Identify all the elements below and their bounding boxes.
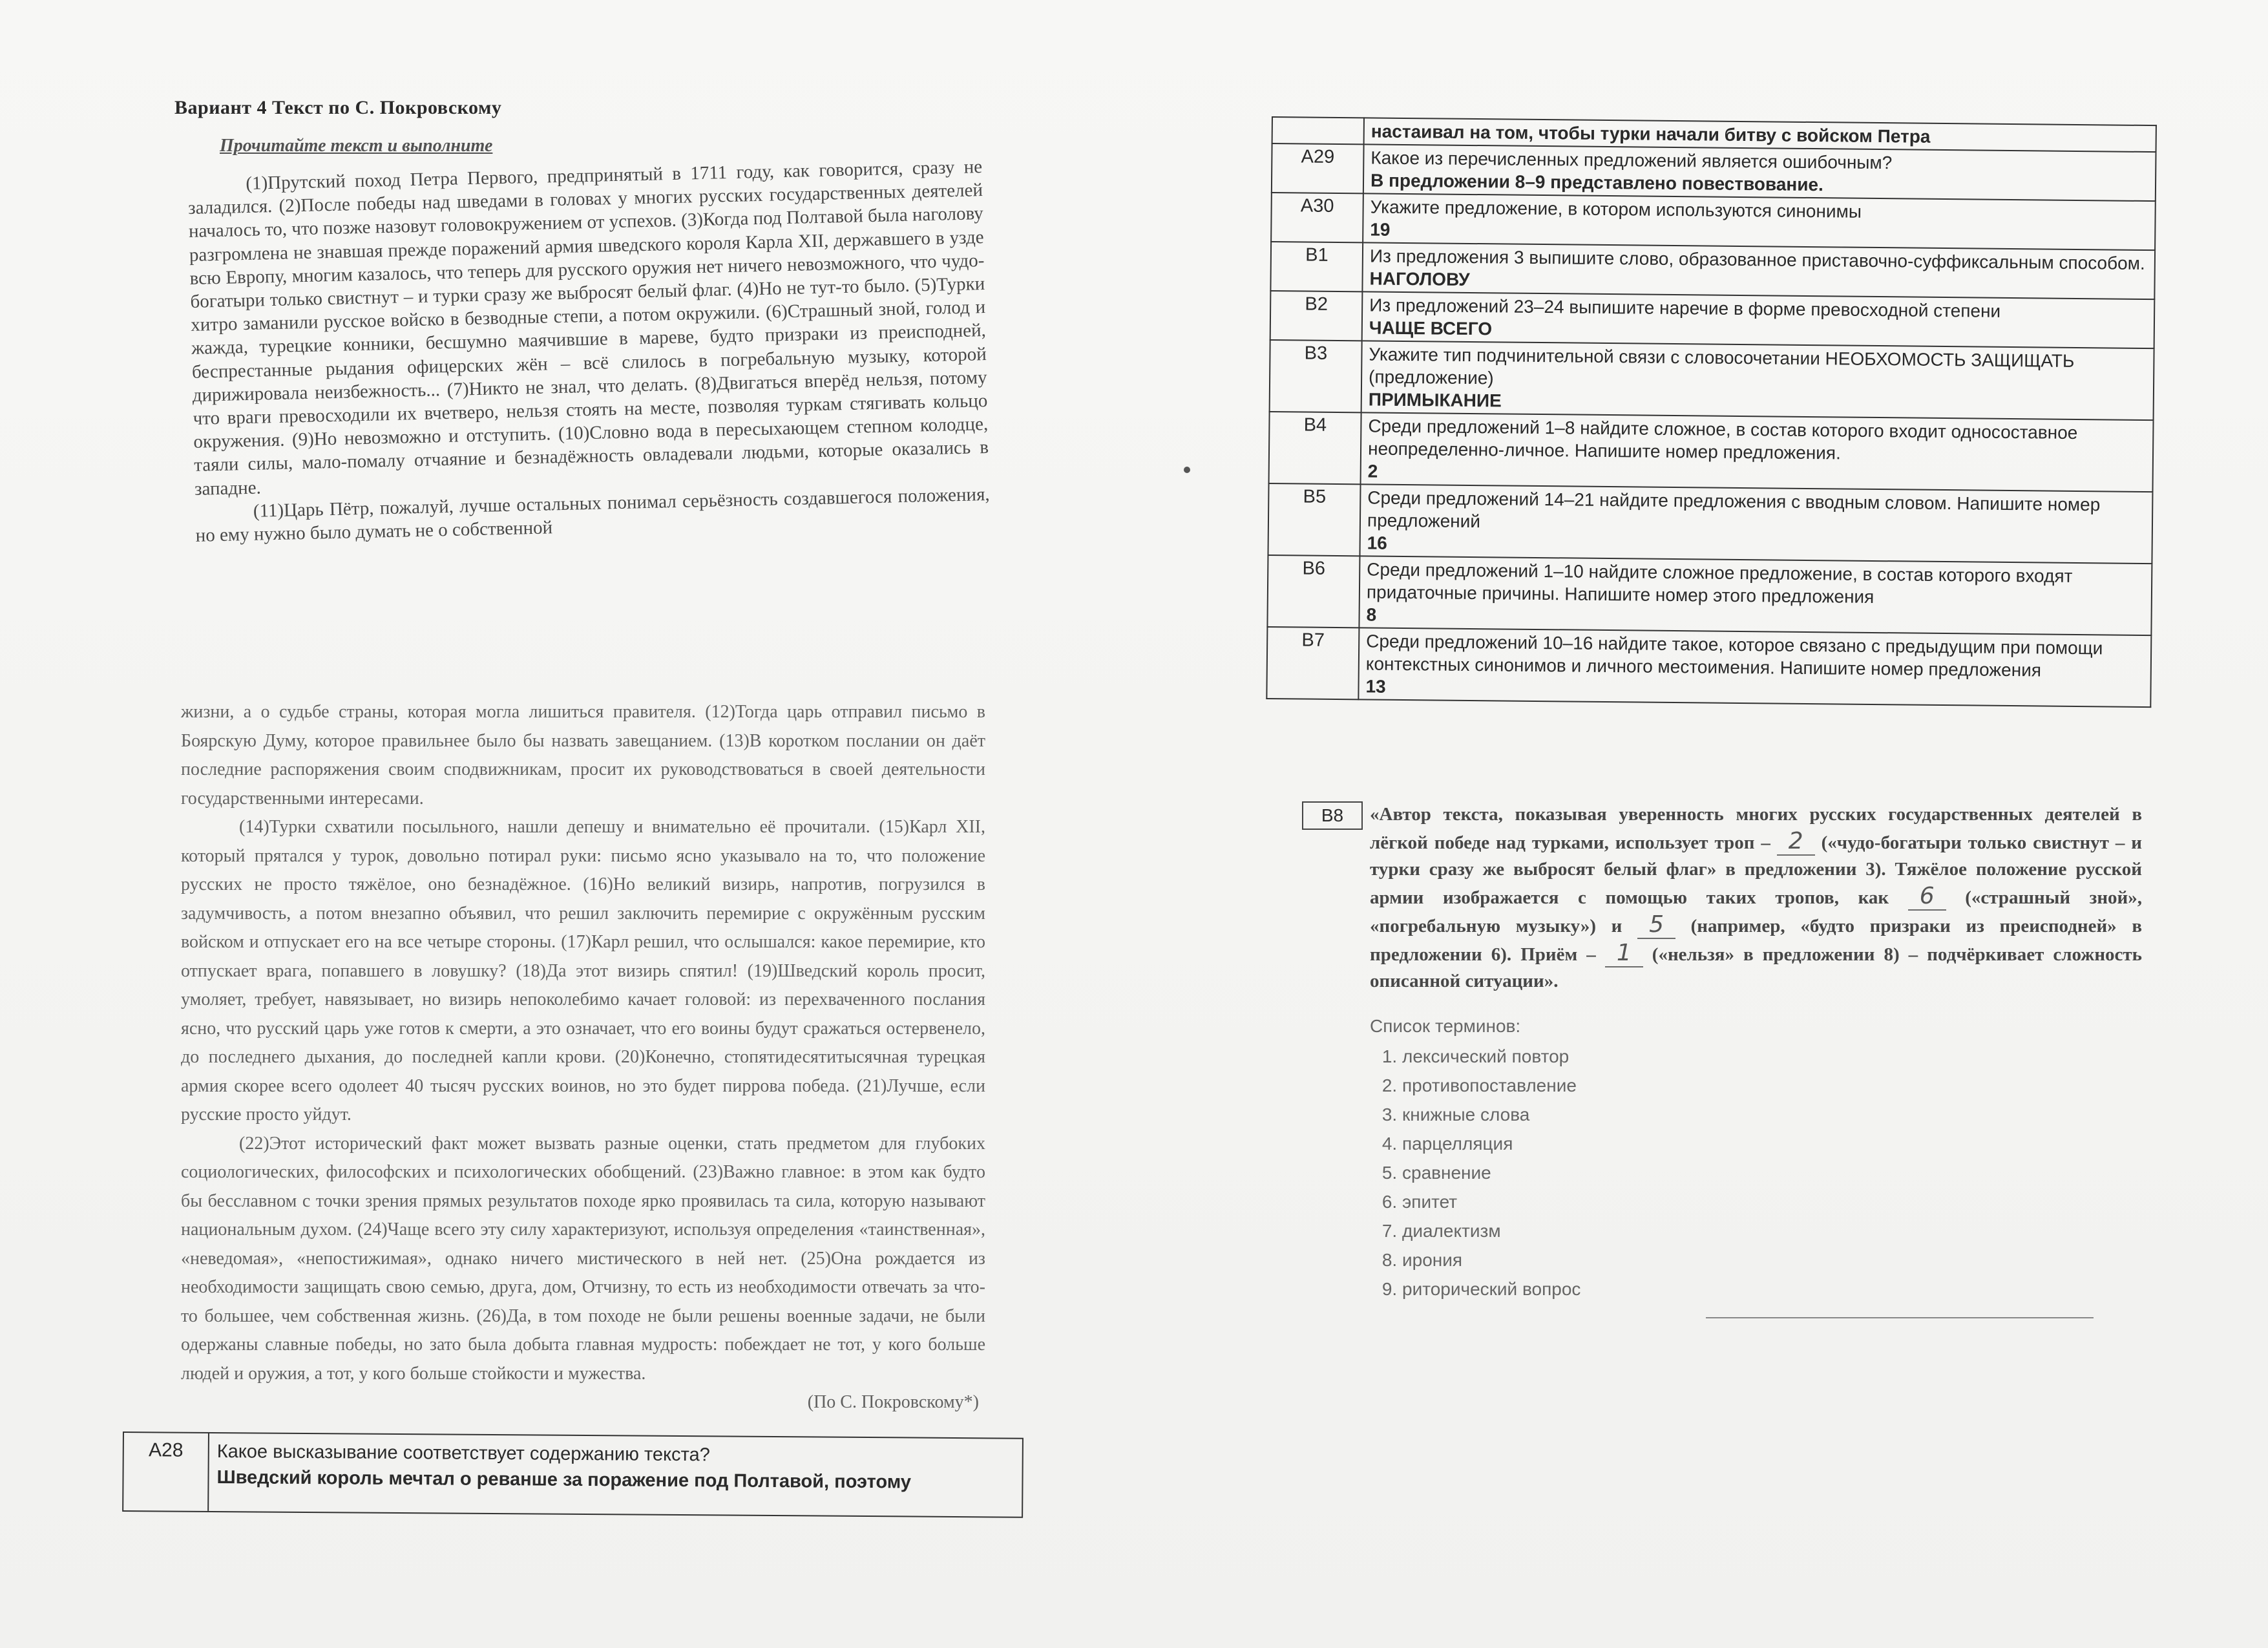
terms-items (1370, 1042, 1822, 1304)
answer-text: Шведский король мечтал о реванше за поражение под Полтавой, поэтому (216, 1467, 912, 1493)
question-number: A28 (123, 1433, 209, 1511)
table-row (1272, 143, 2156, 201)
handwritten-answer: 5 (1637, 911, 1675, 939)
question-text: Среди предложений 1–8 найдите сложное, в состав которого входит односоставное неопределенно-личное. Напишите номер предложения. (1367, 416, 2078, 463)
text-lower-block (181, 698, 985, 1417)
question-cell (1358, 628, 2151, 707)
text-paragraph-3: (14)Турки схватили посыльного, нашли депешу и внимательно её прочитали. (15)Карл XII, который прятался у турок, довольно потирал руки: письмо ясно указывало на то, что положение русских не просто тяжёлое, оно безнадёжное. (16)Но великий визирь, напротив, погрузился в задумчивость, а потом внезапно объявил, что решил заключить перемирие с окружённым русским войском и отпускает его на все четыре стороны. (17)Карл решил, что ослышался: какое перемирие, кто отпускает врага, попавшего в ловушку? (18)Да этот визирь спятил! (19)Шведский король просит, умоляет, требует, навязывает, но визирь непоколебимо качает головой: из перехваченного послания ясно, что русский царь уже готов к смерти, а это означает, что его воины будут сражаться остервенело, до последнего дыхания, до последней капли крови. (20)Конечно, стопятидесятитысячная турецкая армия скорее всего одолеет 40 тысяч русских воинов, но это будет пиррова победа. (21)Лучше, если русские просто уйдут. (181, 817, 985, 1125)
divider (1706, 1317, 2094, 1318)
question-text: Укажите тип подчинительной связи с словосочетании НЕОБХОМОСТЬ ЗАЩИЩАТЬ (предложение) (1368, 344, 2075, 388)
text-paragraph-1: (1)Прутский поход Петра Первого, предпринятый в 1711 году, как говорится, сразу не заладился. (2)После победы над шведами в головах у многих русских государственных деятелей началось то, что позже назовут головокружением от успехов. (3)Когда под Полтавой была наголову разгромлена не знавшая прежде поражений армия шведского короля Карла XII, державшего в узде всю Европу, многим казалось, что теперь для русского оружия нет ничего невозможного, что чудо-богатыри только свистнут – и турки сразу же выбросят белый флаг. (4)Но не тут-то было. (5)Турки хитро заманили русское войско в безводные степи, а потом окружили. (6)Страшный зной, голод и жажда, турецкие конники, бесшумно маячившие в мареве, будто призраки из преисподней, беспрестанные рыдания офицерских жён – всё слилось в погребальную музыку, которой дирижировала неизбежность... (7)Никто не знал, что делать. (8)Двигаться вперёд нельзя, потому что враги превосходили их вчетверо, нельзя стоять на месте, позволяя туркам стягивать кольцо окружения. (9)Но невозможно и отступить. (10)Словно вода в пересыхающем степном колодце, таяли силы, мало-помалу отчаяние и безнадёжность овладевали людьми, которые оказались в западне. (187, 156, 989, 500)
table-row (1270, 291, 2155, 348)
text-paragraph-4: (22)Этот исторический факт может вызвать разные оценки, стать предметом для глубоких социологических, философских и психологических обобщений. (23)Важно главное: в этом как будто бы бесславном с точки зрения прямых результатов походе ярко проявилась та сила, которую называют национальным духом. (24)Чаще всего эту силу характеризуют, используя определения «таинственная», «неведомая», «непостижимая», однако ничего мистического в ней нет. (25)Она рождается из необходимости защищать свою семью, друга, дом, Отчизну, то есть из необходимости отвечать за что-то большее, чем собственная жизнь. (26)Да, в том походе не были решены военные задачи, не были одержаны славные победы, но зато была добыта главная мудрость: побеждает не тот, у кого больше людей и оружия, а тот, у кого больше стойкости и мужества. (181, 1133, 985, 1384)
question-text: Среди предложений 14–21 найдите предложения с вводным словом. Напишите номер предложений (1367, 487, 2101, 532)
table-row (1271, 193, 2156, 250)
question-cell (1362, 242, 2155, 299)
question-cell (1363, 193, 2156, 250)
table-row (1270, 340, 2154, 420)
question-number: B4 (1269, 412, 1361, 484)
instruction: Прочитайте текст и выполните (220, 136, 493, 156)
list-item: 2. противопоставление (1402, 1071, 1822, 1100)
question-content (209, 1433, 1022, 1517)
answer-text: 2 (1367, 461, 1378, 481)
list-item: 7. диалектизм (1402, 1216, 1822, 1245)
b8-text-part: («нельзя» в предложении 8) – подчёркивает сложность описанной ситуации». (1370, 944, 2142, 991)
answer-text: В предложении 8–9 представлено повествование. (1370, 170, 1824, 195)
b8-text-part: («чудо-богатыри только свистнут – и турки сразу же выбросят белый флаг» в предложении 3). Тяжёлое положение русской армии изображается с помощью таких тропов, как (1370, 832, 2142, 908)
list-item: 4. парцелляция (1402, 1129, 1822, 1158)
answer-text: ЧАЩЕ ВСЕГО (1369, 317, 1493, 339)
b8-text-part: (например, «будто призраки из преисподней» в предложении 6). Приём – (1370, 916, 2143, 965)
question-cell (1363, 144, 2156, 201)
answer-text: 19 (1370, 219, 1391, 240)
question-number: B6 (1267, 555, 1360, 628)
answer-text: НАГОЛОВУ (1369, 268, 1470, 290)
question-cell (1361, 412, 2154, 492)
list-item: 9. риторический вопрос (1402, 1274, 1822, 1304)
question-text: Среди предложений 1–10 найдите сложное предложение, в состав которого входят придаточные причины. Напишите номер этого предложения (1366, 559, 2073, 607)
answer-text: ПРИМЫКАНИЕ (1368, 389, 1502, 411)
terms-title: Список терминов: (1370, 1016, 1521, 1036)
page-title: Вариант 4 Текст по С. Покровскому (174, 97, 502, 118)
question-cell (1360, 484, 2152, 564)
table-cell-empty (1272, 117, 1364, 144)
question-number: B7 (1266, 627, 1359, 699)
table-row (1268, 483, 2152, 564)
table-row (1270, 242, 2155, 299)
question-number: B1 (1270, 242, 1363, 291)
answer-continuation: настаивал на том, чтобы турки начали битву с войском Петра (1364, 118, 2156, 152)
list-item: 5. сравнение (1402, 1158, 1822, 1187)
handwritten-answer: 2 (1777, 828, 1815, 856)
handwritten-answer: 1 (1605, 940, 1643, 967)
b8-text-part: «Автор текста, показывая уверенность многих русских государственных деятелей в лёгкой победе над турками, использует троп – (1370, 804, 2142, 853)
question-cell (1362, 291, 2155, 348)
table-row (1267, 555, 2152, 635)
table-row (1269, 412, 2154, 492)
table-row (1266, 627, 2151, 707)
question-number: A30 (1271, 193, 1363, 242)
question-text: Из предложений 23–24 выпишите наречие в форме превосходной степени (1369, 295, 2001, 321)
left-page (116, 78, 1021, 1564)
answer-text: 8 (1366, 604, 1377, 625)
question-number: B3 (1270, 340, 1362, 412)
question-text: Какое из перечисленных предложений является ошибочным? (1370, 147, 1893, 173)
question-a28 (122, 1431, 1024, 1518)
answer-text: 16 (1367, 533, 1387, 553)
question-text: Среди предложений 10–16 найдите такое, которое связано с предыдущим при помощи контекстных синонимов и личного местоимения. Напишите номер предложения (1365, 631, 2103, 681)
right-page (1266, 116, 2158, 1409)
question-number: B8 (1302, 801, 1363, 830)
answer-text: 13 (1365, 676, 1386, 697)
question-cell (1359, 556, 2152, 635)
question-text: Какое высказывание соответствует содержанию текста? (216, 1441, 710, 1466)
question-number: A29 (1272, 143, 1364, 193)
question-number: B2 (1270, 291, 1363, 341)
handwritten-answer: 6 (1908, 883, 1946, 911)
b8-text (1370, 801, 2142, 995)
text-paragraph-2: (11)Царь Пётр, пожалуй, лучше остальных понимал серьёзность создавшегося положения, но ему нужно было думать не о собственной (195, 483, 990, 546)
terms-list (1370, 1011, 1822, 1304)
text-upper-block (187, 155, 991, 547)
text-paragraph-2-cont: жизни, а о судьбе страны, которая могла лишиться правителя. (12)Тогда царь отправил письмо в Боярскую Думу, которое правильнее было бы назвать завещанием. (13)В коротком послании он даёт последние распоряжения своим сподвижникам, просит их руководствоваться в своей деятельности государственными интересами. (181, 702, 985, 808)
list-item: 3. книжные слова (1402, 1100, 1822, 1129)
questions-table (1266, 116, 2157, 708)
question-number: B5 (1268, 483, 1360, 556)
list-item: 8. ирония (1402, 1245, 1822, 1274)
scan-speck (1184, 467, 1190, 473)
question-cell (1361, 341, 2154, 420)
text-signature: (По С. Покровскому*) (807, 1392, 979, 1412)
b8-text-part: («страшный зной», «погребальную музыку») и (1370, 887, 2143, 936)
question-text: Укажите предложение, в котором используются синонимы (1370, 196, 1862, 222)
list-item: 6. эпитет (1402, 1187, 1822, 1216)
question-text: Из предложения 3 выпишите слово, образованное приставочно-суффиксальным способом. (1369, 246, 2145, 273)
list-item: 1. лексический повтор (1402, 1042, 1822, 1071)
